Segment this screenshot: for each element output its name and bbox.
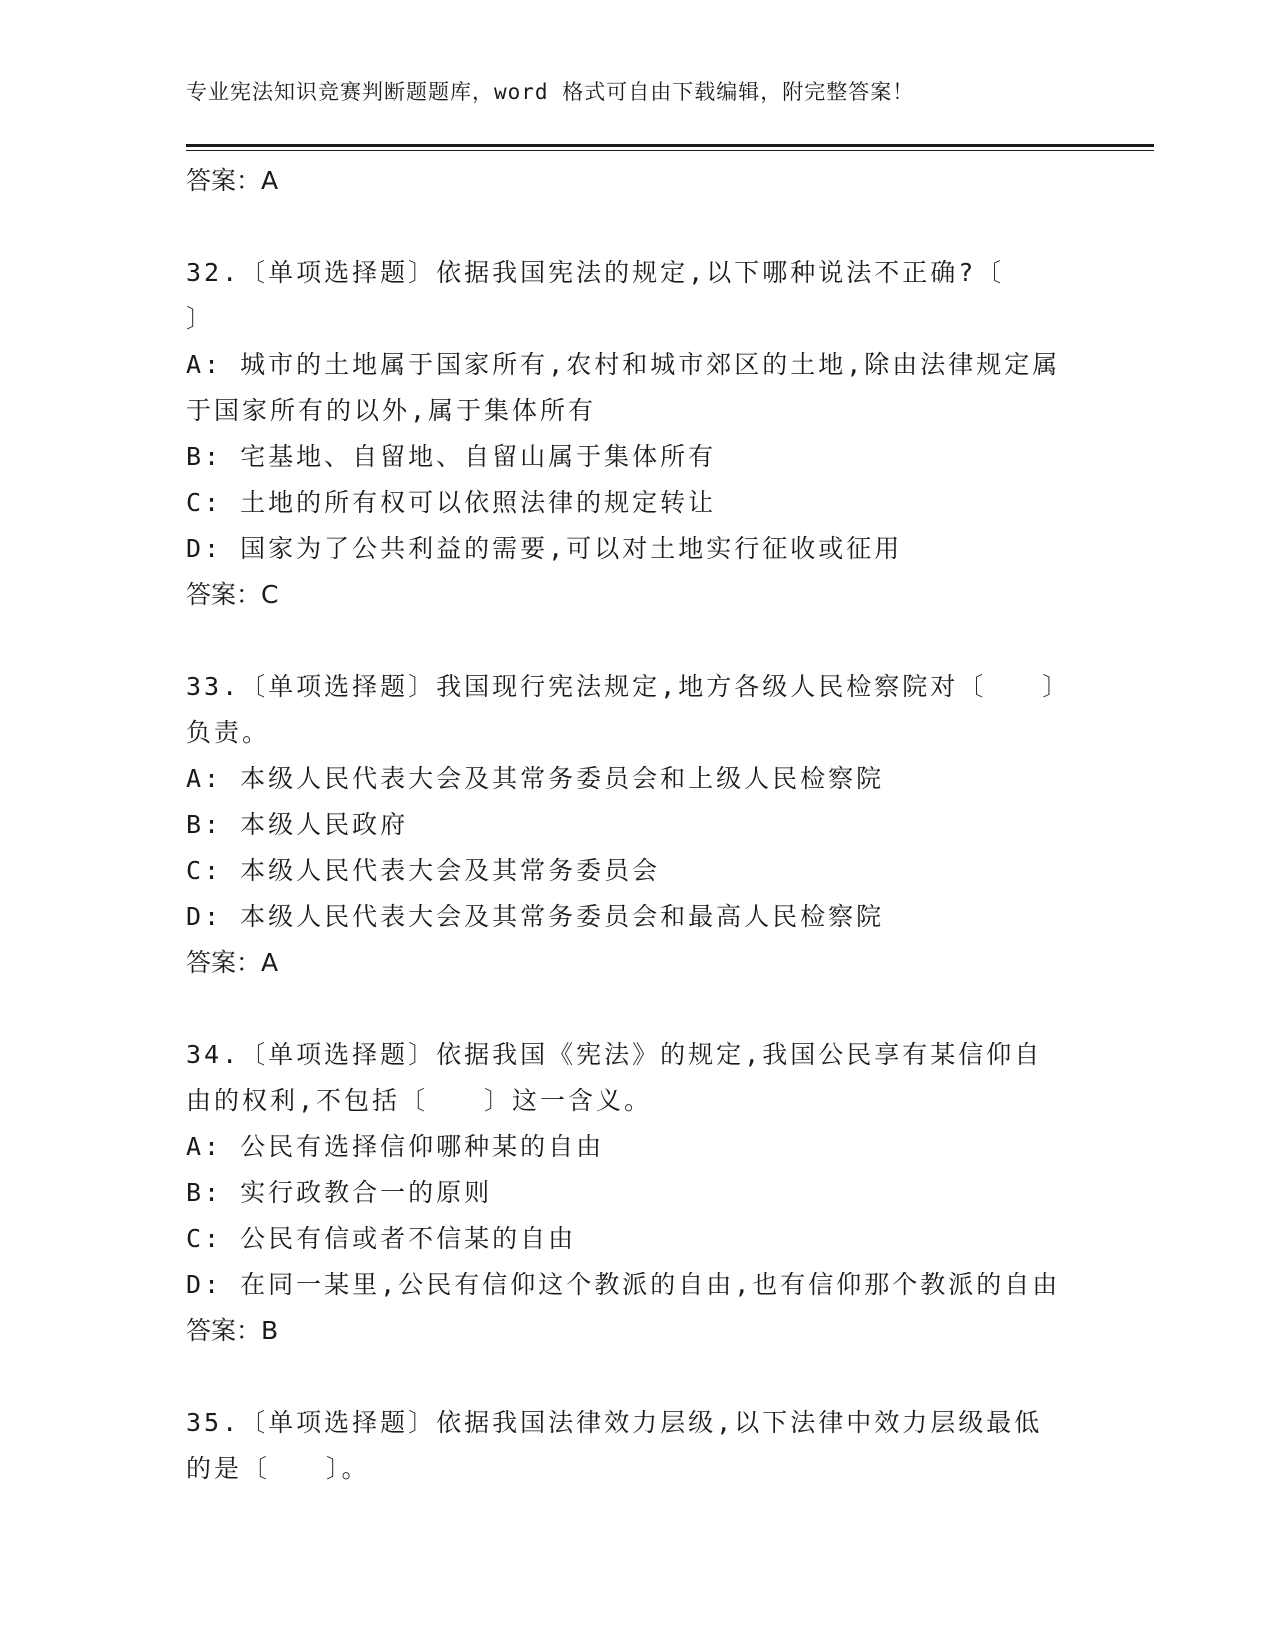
- question-block: [186, 1400, 1086, 1492]
- question-text-continued: 由的权利,不包括〔 〕这一含义。: [186, 1086, 653, 1115]
- header-rule-thin: [186, 150, 1154, 151]
- spacer: [186, 986, 1086, 1032]
- option-d: D: 国家为了公共利益的需要,可以对土地实行征收或征用: [186, 534, 903, 563]
- answer-line: 答案：A: [186, 948, 279, 977]
- answer-line: 答案：C: [186, 580, 279, 609]
- question-block: [186, 250, 1086, 618]
- option-c: C: 土地的所有权可以依照法律的规定转让: [186, 488, 717, 517]
- question-text: 35.〔单项选择题〕依据我国法律效力层级,以下法律中效力层级最低: [186, 1408, 1043, 1437]
- spacer: [186, 618, 1086, 664]
- option-d: D: 本级人民代表大会及其常务委员会和最高人民检察院: [186, 902, 885, 931]
- question-text-continued: 负责。: [186, 718, 271, 747]
- question-text: 33.〔单项选择题〕我国现行宪法规定,地方各级人民检察院对〔 〕: [186, 672, 1071, 701]
- header-rule-thick: [186, 144, 1154, 147]
- option-b: B: 本级人民政府: [186, 810, 409, 839]
- page-header: 专业宪法知识竞赛判断题题库，word 格式可自由下载编辑，附完整答案！: [186, 80, 915, 104]
- question-text-continued: 〕: [186, 304, 215, 333]
- question-block: [186, 664, 1086, 986]
- question-text-continued: 的是〔 〕。: [186, 1454, 370, 1483]
- answer-line: 答案：B: [186, 1316, 279, 1345]
- option-c: C: 公民有信或者不信某的自由: [186, 1224, 577, 1253]
- option-a-continued: 于国家所有的以外,属于集体所有: [186, 396, 597, 425]
- spacer: [186, 204, 1086, 250]
- question-block: [186, 1032, 1086, 1354]
- document-body: [186, 158, 1086, 1492]
- option-a: A: 城市的土地属于国家所有,农村和城市郊区的土地,除由法律规定属: [186, 350, 1061, 379]
- option-b: B: 宅基地、自留地、自留山属于集体所有: [186, 442, 717, 471]
- option-b: B: 实行政教合一的原则: [186, 1178, 493, 1207]
- question-text: 32.〔单项选择题〕依据我国宪法的规定,以下哪种说法不正确?〔: [186, 258, 1005, 287]
- option-c: C: 本级人民代表大会及其常务委员会: [186, 856, 661, 885]
- option-a: A: 本级人民代表大会及其常务委员会和上级人民检察院: [186, 764, 885, 793]
- spacer: [186, 1354, 1086, 1400]
- answer-line: 答案：A: [186, 166, 279, 195]
- question-text: 34.〔单项选择题〕依据我国《宪法》的规定,我国公民享有某信仰自: [186, 1040, 1043, 1069]
- option-a: A: 公民有选择信仰哪种某的自由: [186, 1132, 605, 1161]
- option-d: D: 在同一某里,公民有信仰这个教派的自由,也有信仰那个教派的自由: [186, 1270, 1061, 1299]
